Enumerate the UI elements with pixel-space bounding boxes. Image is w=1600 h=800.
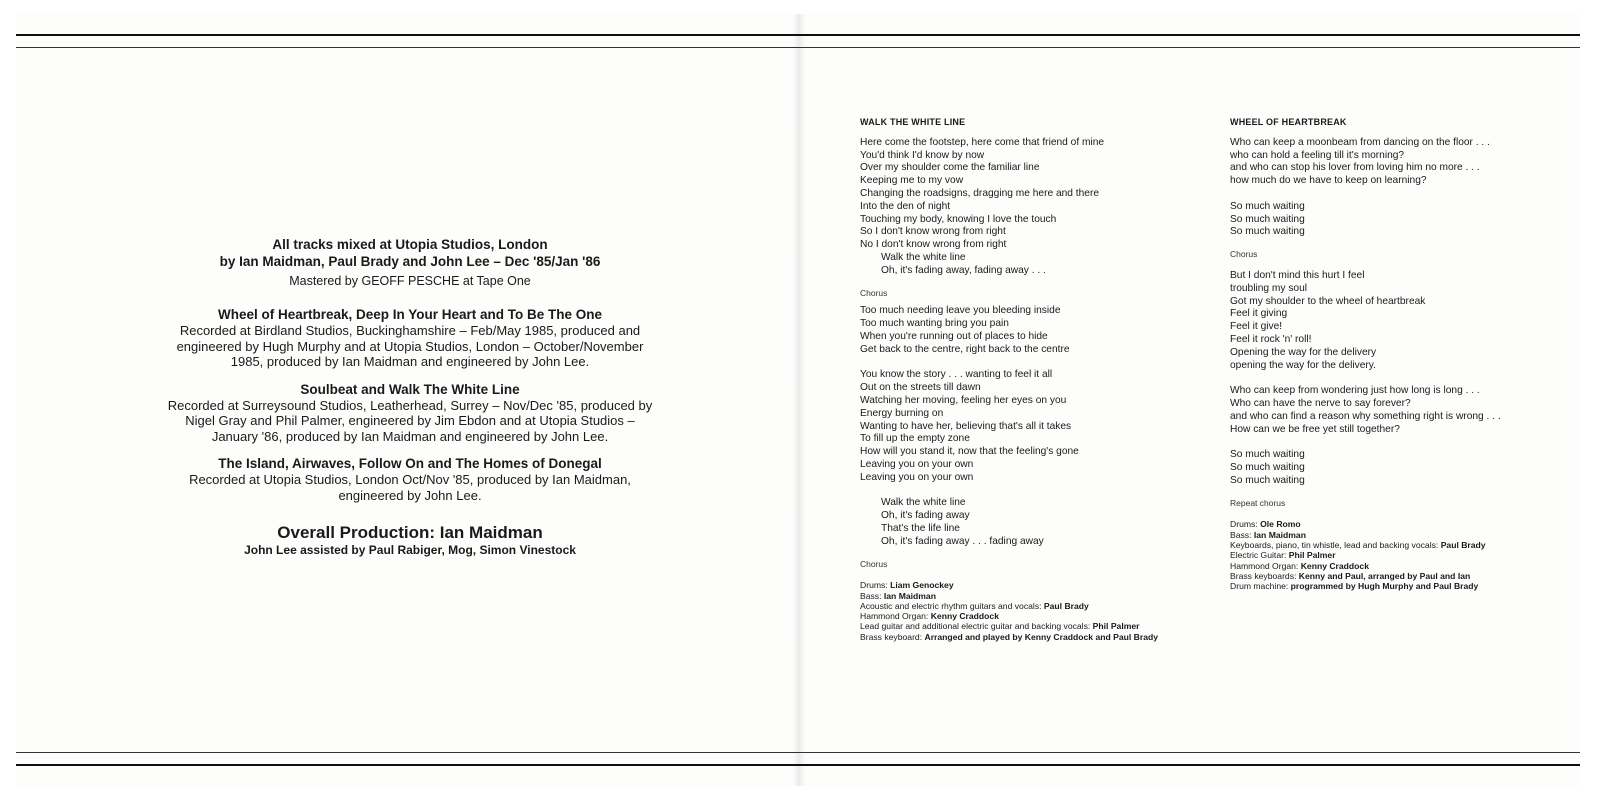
lyric-line: Into the den of night: [860, 200, 951, 212]
credit-row: Brass keyboard: Arranged and played by Kenny Craddock and Paul Brady: [860, 631, 1159, 642]
lyric-line: Leaving you on your own: [860, 458, 974, 470]
lyric-line: No I don't know wrong from right: [860, 239, 1007, 251]
stanza-gap: [1230, 372, 1530, 385]
song-title: WHEEL OF HEARTBREAK: [1230, 117, 1347, 127]
refrain-line: Oh, it's fading away, fading away . . .: [881, 264, 1046, 276]
lyric-line: how much do we have to keep on learning?: [1230, 175, 1427, 187]
credit-row: Drum machine: programmed by Hugh Murphy and Paul Brady: [1230, 581, 1479, 592]
stanza-gap: [1230, 436, 1530, 449]
lyric-line: So much waiting: [1230, 474, 1305, 486]
lyric-line: and who can find a reason why something right is wrong . . .: [1230, 410, 1501, 422]
lyric-line: So much waiting: [1230, 226, 1305, 238]
lyric-line: Touching my body, knowing I love the touch: [860, 213, 1057, 225]
credit-row: Lead guitar and additional electric guitar and backing vocals: Phil Palmer: [860, 621, 1140, 632]
lyric-line: Got my shoulder to the wheel of heartbreak: [1230, 295, 1426, 307]
credit-line: January '86, produced by Ian Maidman and engineered by John Lee.: [211, 428, 609, 444]
stanza-gap: [1230, 188, 1530, 201]
page-fold: [792, 14, 806, 786]
lyric-line: How will you stand it, now that the feeling's gone: [860, 446, 1079, 458]
mix-line-1: All tracks mixed at Utopia Studios, London: [272, 237, 548, 252]
lyric-line: Changing the roadsigns, dragging me here and there: [860, 187, 1100, 199]
credit-section: [140, 307, 680, 370]
credit-row: Bass: Ian Maidman: [1230, 529, 1306, 540]
lyric-line: Keeping me to my vow: [860, 175, 964, 187]
lyric-line: Who can have the nerve to say forever?: [1230, 397, 1411, 409]
refrain-line: Walk the white line: [881, 497, 966, 509]
lyric-line: troubling my soul: [1230, 282, 1308, 294]
credit-row: Electric Guitar: Phil Palmer: [1230, 550, 1336, 561]
credit-line: engineered by Hugh Murphy and at Utopia Studios, London – October/November: [176, 338, 644, 354]
lyrics-wheel-of-heartbreak: [1230, 116, 1530, 591]
lyric-line: Opening the way for the delivery: [1230, 346, 1377, 358]
song-title: WALK THE WHITE LINE: [860, 117, 966, 127]
lyric-line: Feel it give!: [1230, 321, 1283, 333]
stanza-gap: [860, 357, 1200, 370]
credit-row: Bass: Ian Maidman: [860, 590, 936, 601]
lyric-line: Out on the streets till dawn: [860, 382, 981, 394]
refrain-line: Walk the white line: [881, 251, 966, 263]
credit-heading: Wheel of Heartbreak, Deep In Your Heart and To Be The One: [217, 307, 603, 322]
chorus-marker: Chorus: [860, 558, 888, 569]
lyric-line: Too much needing leave you bleeding inside: [860, 305, 1061, 317]
overall-production: Overall Production: Ian Maidman: [277, 523, 543, 542]
credit-row: Drums: Liam Genockey: [860, 580, 954, 591]
credit-line: 1985, produced by Ian Maidman and engineered by John Lee.: [230, 354, 590, 369]
lyric-line: Feel it rock 'n' roll!: [1230, 333, 1312, 345]
credit-line: Recorded at Birdland Studios, Buckinghamshire – Feb/May 1985, produced and: [179, 323, 641, 338]
credit-row: Hammond Organ: Kenny Craddock: [860, 611, 999, 622]
credit-line: Recorded at Surreysound Studios, Leatherhead, Surrey – Nov/Dec '85, produced by: [167, 397, 653, 413]
lyric-line: You'd think I'd know by now: [860, 149, 985, 161]
credit-row: Acoustic and electric rhythm guitars and vocals: Paul Brady: [860, 600, 1089, 611]
chorus-marker: Chorus: [1230, 249, 1258, 260]
musician-credits: [1230, 519, 1530, 591]
credit-row: Brass keyboards: Kenny and Paul, arranged by Paul and Ian: [1230, 570, 1471, 581]
credit-row: Hammond Organ: Kenny Craddock: [1230, 560, 1369, 571]
lyric-line: How can we be free yet still together?: [1230, 423, 1400, 435]
lyric-line: So I don't know wrong from right: [860, 226, 1006, 238]
chorus-marker: Chorus: [860, 287, 888, 298]
production-credits: [140, 236, 680, 558]
lyric-line: So much waiting: [1230, 449, 1305, 461]
top-rule-thick: [16, 34, 1580, 36]
refrain-line: That's the life line: [881, 522, 960, 534]
bottom-rule-thin: [16, 752, 1580, 753]
lyric-line: and who can stop his lover from loving him no more . . .: [1230, 162, 1480, 174]
lyric-line: Get back to the centre, right back to the centre: [860, 343, 1070, 355]
credit-line: Nigel Gray and Phil Palmer, engineered by Jim Ebdon and at Utopia Studios –: [185, 413, 635, 428]
refrain-line: Oh, it's fading away . . . fading away: [881, 535, 1044, 547]
credit-section: [140, 382, 680, 445]
lyric-line: who can hold a feeling till it's morning?: [1230, 149, 1405, 161]
assisted-by: John Lee assisted by Paul Rabiger, Mog, Simon Vinestock: [244, 543, 576, 557]
lyric-line: Here come the footstep, here come that friend of mine: [860, 136, 1105, 148]
refrain-line: Oh, it's fading away: [881, 510, 970, 522]
lyric-line: When you're running out of places to hide: [860, 330, 1048, 342]
lyric-line: To fill up the empty zone: [860, 433, 970, 445]
lyric-line: Feel it giving: [1230, 308, 1288, 320]
lyric-line: Too much wanting bring you pain: [860, 318, 1009, 330]
lyric-line: You know the story . . . wanting to feel it all: [860, 369, 1053, 381]
top-rule-thin: [16, 47, 1580, 48]
lyric-line: Who can keep from wondering just how long is long . . .: [1230, 385, 1480, 397]
lyric-line: So much waiting: [1230, 461, 1305, 473]
lyrics-walk-the-white-line: [860, 116, 1200, 642]
lyric-line: So much waiting: [1230, 200, 1305, 212]
lyric-line: opening the way for the delivery.: [1230, 359, 1376, 371]
credit-line: engineered by John Lee.: [338, 487, 482, 503]
mastered-line: Mastered by GEOFF PESCHE at Tape One: [289, 274, 531, 288]
credit-row: Keyboards, piano, tin whistle, lead and backing vocals: Paul Brady: [1230, 539, 1486, 550]
lyric-line: Wanting to have her, believing that's all it takes: [860, 420, 1072, 432]
credit-line: Recorded at Utopia Studios, London Oct/Nov '85, produced by Ian Maidman,: [189, 472, 631, 487]
repeat-chorus-marker: Repeat chorus: [1230, 497, 1286, 508]
credit-section: [140, 456, 680, 503]
credit-heading: The Island, Airwaves, Follow On and The Homes of Donegal: [218, 456, 602, 471]
lyric-line: Leaving you on your own: [860, 471, 974, 483]
lyric-line: Watching her moving, feeling her eyes on you: [860, 394, 1067, 406]
lyric-line: So much waiting: [1230, 213, 1305, 225]
lyric-line: But I don't mind this hurt I feel: [1230, 269, 1365, 281]
stanza-gap: [860, 485, 1200, 498]
lyric-line: Energy burning on: [860, 407, 944, 419]
bottom-rule-thick: [16, 764, 1580, 766]
credit-row: Drums: Ole Romo: [1230, 519, 1301, 530]
lyric-line: Over my shoulder come the familiar line: [860, 162, 1040, 174]
mix-line-2: by Ian Maidman, Paul Brady and John Lee – Dec '85/Jan '86: [219, 254, 601, 269]
musician-credits: [860, 580, 1200, 642]
lyric-line: Who can keep a moonbeam from dancing on the floor . . .: [1230, 136, 1490, 148]
credit-heading: Soulbeat and Walk The White Line: [300, 381, 520, 397]
